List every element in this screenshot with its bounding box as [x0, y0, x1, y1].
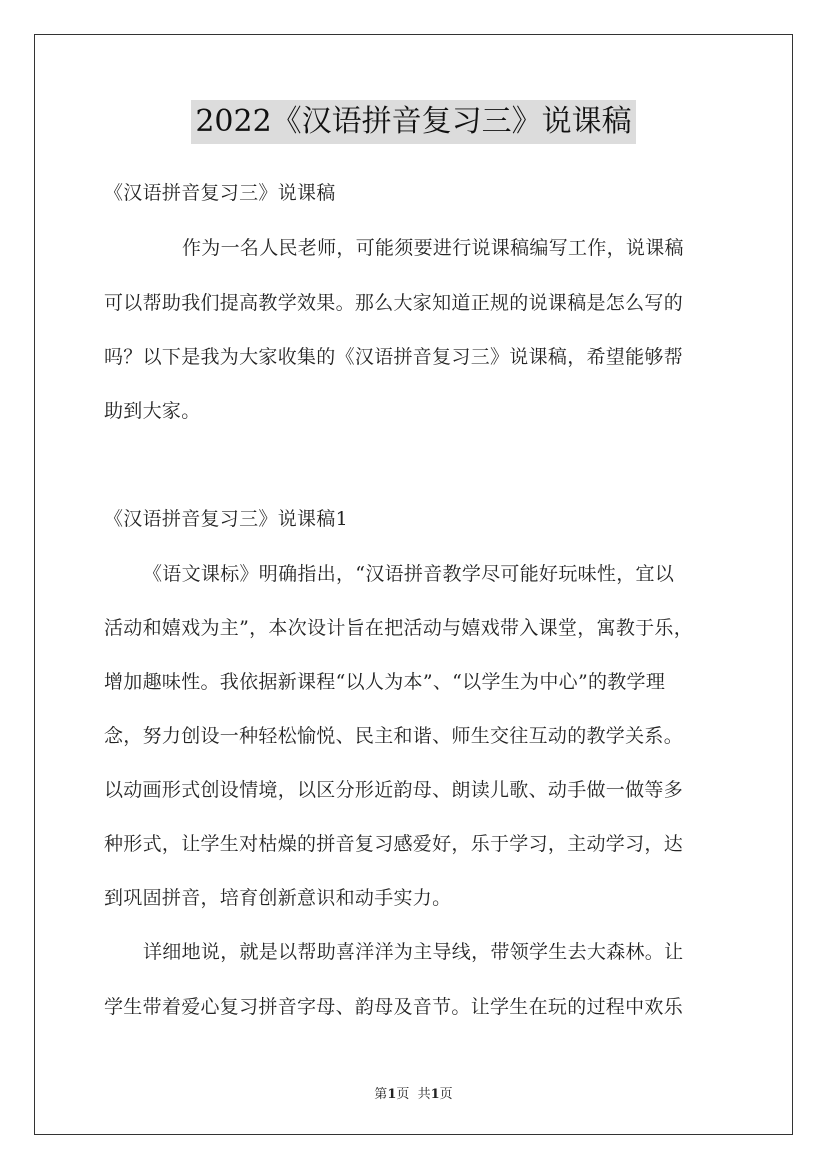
footer-prefix: 第 — [374, 1087, 388, 1102]
para1-line-1: 《语文课标》明确指出，“汉语拼音教学尽可能好玩味性，宜以 — [143, 563, 675, 585]
page-footer — [0, 1083, 827, 1102]
footer-page-total: 1 — [430, 1087, 440, 1102]
document-title: 2022《汉语拼音复习三》说课稿 — [191, 100, 635, 144]
para2-line-2: 学生带着爱心复习拼音字母、韵母及音节。让学生在玩的过程中欢乐 — [104, 996, 684, 1018]
para1-line-3: 增加趣味性。我依据新课程“以人为本”、“以学生为中心”的教学理 — [104, 671, 666, 693]
para1-line-7: 到巩固拼音，培育创新意识和动手实力。 — [104, 887, 452, 909]
footer-mid: 页 共 — [396, 1087, 431, 1102]
footer-suffix: 页 — [439, 1087, 453, 1102]
para1-line-6: 种形式，让学生对枯燥的拼音复习感爱好，乐于学习，主动学习，达 — [104, 833, 684, 855]
intro-line-1: 作为一名人民老师，可能须要进行说课稿编写工作，说课稿 — [182, 237, 684, 259]
title-container — [0, 100, 827, 144]
footer-page-number: 1 — [387, 1087, 397, 1102]
para1-line-4: 念，努力创设一种轻松愉悦、民主和谐、师生交往互动的教学关系。 — [104, 725, 684, 747]
intro-line-4: 助到大家。 — [104, 400, 201, 422]
intro-line-3: 吗？以下是我为大家收集的《汉语拼音复习三》说课稿，希望能够帮 — [104, 346, 684, 368]
subtitle: 《汉语拼音复习三》说课稿 — [104, 182, 336, 204]
intro-line-2: 可以帮助我们提高教学效果。那么大家知道正规的说课稿是怎么写的 — [104, 292, 684, 314]
para2-line-1: 详细地说，就是以帮助喜洋洋为主导线，带领学生去大森林。让 — [143, 941, 684, 963]
para1-line-5: 以动画形式创设情境，以区分形近韵母、朗读儿歌、动手做一做等多 — [104, 779, 684, 801]
para1-line-2: 活动和嬉戏为主”，本次设计旨在把活动与嬉戏带入课堂，寓教于乐， — [104, 617, 694, 639]
section-heading: 《汉语拼音复习三》说课稿1 — [104, 508, 348, 530]
